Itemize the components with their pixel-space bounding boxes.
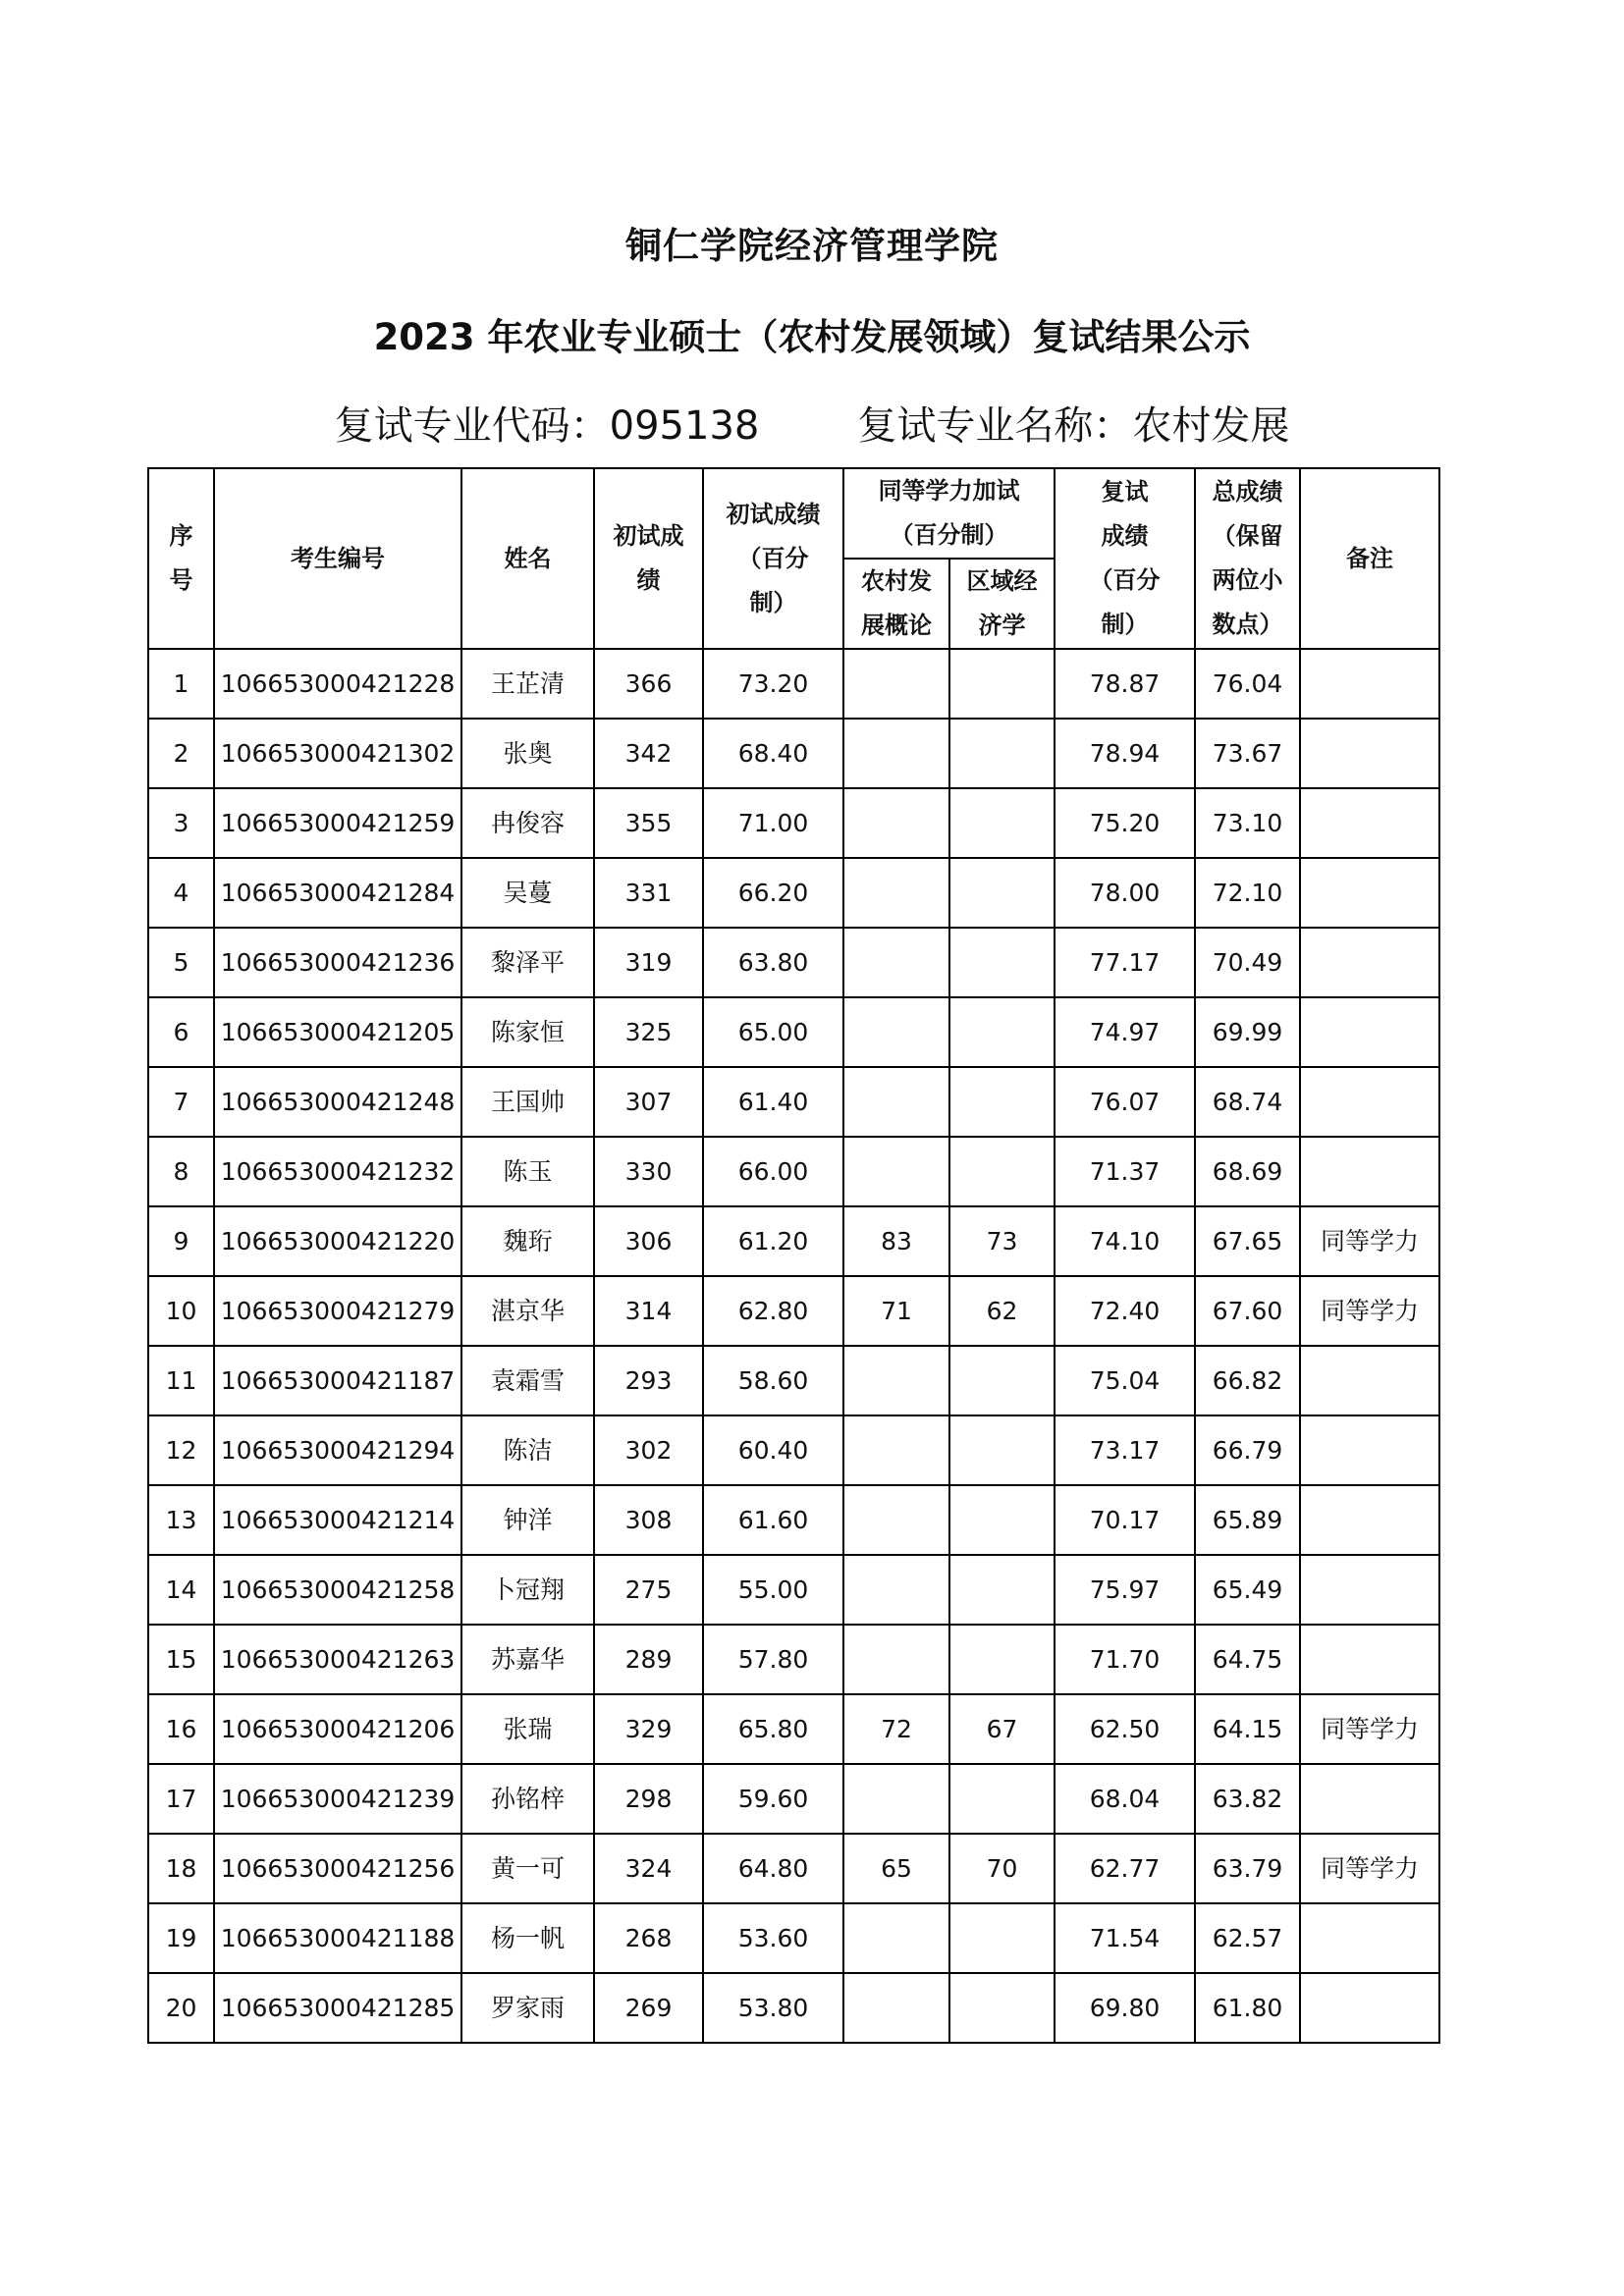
cell-exam-id: 106653000421236 (214, 928, 461, 997)
cell-prelim: 325 (594, 997, 703, 1067)
cell-retest: 74.97 (1055, 997, 1195, 1067)
cell-equiv-sub2 (949, 1067, 1055, 1137)
cell-prelim-pct: 58.60 (703, 1346, 843, 1415)
cell-retest: 77.17 (1055, 928, 1195, 997)
cell-retest: 71.37 (1055, 1137, 1195, 1206)
cell-name: 陈家恒 (461, 997, 594, 1067)
major-code-label: 复试专业代码： (334, 403, 610, 449)
cell-seq: 14 (148, 1555, 214, 1625)
cell-seq: 13 (148, 1485, 214, 1555)
cell-equiv-sub2 (949, 649, 1055, 719)
cell-prelim: 302 (594, 1415, 703, 1485)
cell-prelim: 319 (594, 928, 703, 997)
cell-prelim-pct: 61.40 (703, 1067, 843, 1137)
cell-prelim-pct: 65.00 (703, 997, 843, 1067)
cell-exam-id: 106653000421206 (214, 1694, 461, 1764)
header-name: 姓名 (461, 468, 594, 649)
cell-prelim-pct: 71.00 (703, 788, 843, 858)
cell-prelim-pct: 63.80 (703, 928, 843, 997)
cell-equiv-sub1 (843, 997, 949, 1067)
major-name-label: 复试专业名称： (857, 403, 1133, 449)
cell-total: 68.69 (1195, 1137, 1300, 1206)
cell-prelim-pct: 53.60 (703, 1903, 843, 1973)
table-row (148, 1625, 1439, 1694)
cell-remark: 同等学力 (1300, 1276, 1439, 1346)
table-row (148, 649, 1439, 719)
results-table (147, 467, 1440, 2044)
cell-seq: 5 (148, 928, 214, 997)
table-row (148, 1276, 1439, 1346)
header-equiv-sub1: 农村发 展概论 (843, 559, 949, 649)
header-remark: 备注 (1300, 468, 1439, 649)
cell-seq: 2 (148, 719, 214, 788)
cell-remark (1300, 719, 1439, 788)
cell-exam-id: 106653000421256 (214, 1834, 461, 1903)
cell-equiv-sub1 (843, 1973, 949, 2043)
cell-total: 65.89 (1195, 1485, 1300, 1555)
cell-equiv-sub1 (843, 1555, 949, 1625)
cell-exam-id: 106653000421302 (214, 719, 461, 788)
cell-remark (1300, 1625, 1439, 1694)
cell-total: 66.79 (1195, 1415, 1300, 1485)
cell-retest: 68.04 (1055, 1764, 1195, 1834)
cell-equiv-sub1 (843, 788, 949, 858)
cell-remark (1300, 1903, 1439, 1973)
cell-equiv-sub2: 62 (949, 1276, 1055, 1346)
cell-prelim: 342 (594, 719, 703, 788)
cell-remark (1300, 1415, 1439, 1485)
table-row (148, 1834, 1439, 1903)
cell-total: 73.10 (1195, 788, 1300, 858)
cell-seq: 3 (148, 788, 214, 858)
cell-prelim: 308 (594, 1485, 703, 1555)
cell-remark: 同等学力 (1300, 1206, 1439, 1276)
cell-name: 罗家雨 (461, 1973, 594, 2043)
cell-exam-id: 106653000421232 (214, 1137, 461, 1206)
cell-equiv-sub2 (949, 1625, 1055, 1694)
cell-exam-id: 106653000421214 (214, 1485, 461, 1555)
cell-name: 王芷清 (461, 649, 594, 719)
cell-equiv-sub2 (949, 719, 1055, 788)
cell-prelim: 314 (594, 1276, 703, 1346)
table-body (148, 649, 1439, 2043)
cell-prelim-pct: 61.60 (703, 1485, 843, 1555)
cell-prelim-pct: 57.80 (703, 1625, 843, 1694)
cell-exam-id: 106653000421285 (214, 1973, 461, 2043)
cell-prelim-pct: 62.80 (703, 1276, 843, 1346)
cell-equiv-sub1 (843, 1764, 949, 1834)
cell-prelim-pct: 53.80 (703, 1973, 843, 2043)
table-row (148, 858, 1439, 928)
cell-equiv-sub1 (843, 1067, 949, 1137)
cell-prelim-pct: 73.20 (703, 649, 843, 719)
cell-total: 69.99 (1195, 997, 1300, 1067)
cell-equiv-sub2 (949, 858, 1055, 928)
cell-exam-id: 106653000421188 (214, 1903, 461, 1973)
table-row (148, 1346, 1439, 1415)
cell-exam-id: 106653000421239 (214, 1764, 461, 1834)
cell-remark (1300, 1137, 1439, 1206)
cell-retest: 69.80 (1055, 1973, 1195, 2043)
cell-total: 61.80 (1195, 1973, 1300, 2043)
cell-total: 76.04 (1195, 649, 1300, 719)
cell-prelim-pct: 66.00 (703, 1137, 843, 1206)
cell-retest: 78.00 (1055, 858, 1195, 928)
cell-equiv-sub1 (843, 1625, 949, 1694)
cell-equiv-sub1 (843, 928, 949, 997)
cell-equiv-sub2 (949, 1415, 1055, 1485)
cell-remark (1300, 788, 1439, 858)
cell-name: 陈洁 (461, 1415, 594, 1485)
cell-name: 陈玉 (461, 1137, 594, 1206)
header-retest: 复试 成绩 （百分 制） (1055, 468, 1195, 649)
cell-seq: 17 (148, 1764, 214, 1834)
header-equiv-sub2: 区域经 济学 (949, 559, 1055, 649)
cell-name: 杨一帆 (461, 1903, 594, 1973)
cell-equiv-sub2: 73 (949, 1206, 1055, 1276)
table-row (148, 1903, 1439, 1973)
cell-name: 吴蔓 (461, 858, 594, 928)
table-row (148, 1137, 1439, 1206)
cell-equiv-sub2: 67 (949, 1694, 1055, 1764)
cell-name: 袁霜雪 (461, 1346, 594, 1415)
cell-remark (1300, 997, 1439, 1067)
cell-name: 王国帅 (461, 1067, 594, 1137)
cell-equiv-sub2: 70 (949, 1834, 1055, 1903)
cell-retest: 75.97 (1055, 1555, 1195, 1625)
header-seq: 序 号 (148, 468, 214, 649)
cell-prelim: 330 (594, 1137, 703, 1206)
cell-exam-id: 106653000421228 (214, 649, 461, 719)
cell-retest: 72.40 (1055, 1276, 1195, 1346)
cell-remark (1300, 1485, 1439, 1555)
cell-equiv-sub1 (843, 1903, 949, 1973)
cell-equiv-sub1 (843, 1415, 949, 1485)
cell-total: 70.49 (1195, 928, 1300, 997)
cell-prelim: 329 (594, 1694, 703, 1764)
cell-exam-id: 106653000421294 (214, 1415, 461, 1485)
cell-seq: 15 (148, 1625, 214, 1694)
cell-seq: 6 (148, 997, 214, 1067)
cell-retest: 74.10 (1055, 1206, 1195, 1276)
cell-equiv-sub2 (949, 788, 1055, 858)
table-row (148, 928, 1439, 997)
cell-equiv-sub2 (949, 1973, 1055, 2043)
cell-exam-id: 106653000421284 (214, 858, 461, 928)
cell-equiv-sub2 (949, 1555, 1055, 1625)
cell-retest: 75.20 (1055, 788, 1195, 858)
cell-retest: 71.70 (1055, 1625, 1195, 1694)
cell-exam-id: 106653000421248 (214, 1067, 461, 1137)
cell-seq: 16 (148, 1694, 214, 1764)
cell-seq: 9 (148, 1206, 214, 1276)
table-row (148, 1067, 1439, 1137)
header-total: 总成绩 （保留 两位小 数点） (1195, 468, 1300, 649)
cell-seq: 1 (148, 649, 214, 719)
major-code: 095138 (609, 403, 760, 449)
cell-total: 64.15 (1195, 1694, 1300, 1764)
cell-seq: 11 (148, 1346, 214, 1415)
cell-exam-id: 106653000421205 (214, 997, 461, 1067)
cell-prelim: 298 (594, 1764, 703, 1834)
cell-prelim-pct: 60.40 (703, 1415, 843, 1485)
cell-prelim: 307 (594, 1067, 703, 1137)
cell-prelim: 268 (594, 1903, 703, 1973)
table-row (148, 997, 1439, 1067)
cell-name: 张瑞 (461, 1694, 594, 1764)
cell-name: 钟洋 (461, 1485, 594, 1555)
cell-seq: 4 (148, 858, 214, 928)
cell-name: 孙铭梓 (461, 1764, 594, 1834)
table-row (148, 1206, 1439, 1276)
cell-total: 68.74 (1195, 1067, 1300, 1137)
cell-exam-id: 106653000421279 (214, 1276, 461, 1346)
cell-equiv-sub2 (949, 1346, 1055, 1415)
cell-retest: 73.17 (1055, 1415, 1195, 1485)
cell-equiv-sub1 (843, 1346, 949, 1415)
cell-prelim-pct: 59.60 (703, 1764, 843, 1834)
header-exam-id: 考生编号 (214, 468, 461, 649)
cell-equiv-sub1 (843, 1485, 949, 1555)
cell-retest: 70.17 (1055, 1485, 1195, 1555)
cell-remark: 同等学力 (1300, 1694, 1439, 1764)
cell-prelim: 366 (594, 649, 703, 719)
cell-retest: 76.07 (1055, 1067, 1195, 1137)
cell-prelim: 289 (594, 1625, 703, 1694)
cell-remark (1300, 858, 1439, 928)
cell-prelim-pct: 68.40 (703, 719, 843, 788)
cell-total: 73.67 (1195, 719, 1300, 788)
cell-remark (1300, 928, 1439, 997)
table-row (148, 719, 1439, 788)
cell-total: 65.49 (1195, 1555, 1300, 1625)
major-info (0, 395, 1624, 451)
cell-equiv-sub2 (949, 1764, 1055, 1834)
cell-prelim: 331 (594, 858, 703, 928)
table-row (148, 1694, 1439, 1764)
cell-total: 62.57 (1195, 1903, 1300, 1973)
cell-prelim: 293 (594, 1346, 703, 1415)
cell-remark (1300, 1555, 1439, 1625)
cell-prelim: 269 (594, 1973, 703, 2043)
cell-prelim: 355 (594, 788, 703, 858)
cell-total: 64.75 (1195, 1625, 1300, 1694)
header-prelim-pct: 初试成绩 （百分 制） (703, 468, 843, 649)
cell-prelim: 306 (594, 1206, 703, 1276)
cell-retest: 78.87 (1055, 649, 1195, 719)
cell-name: 黄一可 (461, 1834, 594, 1903)
cell-seq: 19 (148, 1903, 214, 1973)
cell-prelim-pct: 61.20 (703, 1206, 843, 1276)
cell-name: 苏嘉华 (461, 1625, 594, 1694)
cell-seq: 20 (148, 1973, 214, 2043)
cell-prelim-pct: 65.80 (703, 1694, 843, 1764)
cell-equiv-sub1 (843, 649, 949, 719)
cell-remark (1300, 1973, 1439, 2043)
cell-equiv-sub2 (949, 997, 1055, 1067)
document-subtitle: 2023 年农业专业硕士（农村发展领域）复试结果公示 (373, 316, 1251, 358)
cell-exam-id: 106653000421220 (214, 1206, 461, 1276)
cell-remark (1300, 1067, 1439, 1137)
header-prelim: 初试成 绩 (594, 468, 703, 649)
cell-total: 66.82 (1195, 1346, 1300, 1415)
cell-retest: 78.94 (1055, 719, 1195, 788)
document-title: 铜仁学院经济管理学院 (625, 225, 999, 267)
cell-name: 湛京华 (461, 1276, 594, 1346)
cell-remark (1300, 1764, 1439, 1834)
cell-name: 张奥 (461, 719, 594, 788)
cell-seq: 12 (148, 1415, 214, 1485)
cell-seq: 7 (148, 1067, 214, 1137)
cell-retest: 71.54 (1055, 1903, 1195, 1973)
cell-exam-id: 106653000421187 (214, 1346, 461, 1415)
cell-seq: 8 (148, 1137, 214, 1206)
cell-total: 63.79 (1195, 1834, 1300, 1903)
cell-exam-id: 106653000421259 (214, 788, 461, 858)
cell-prelim: 324 (594, 1834, 703, 1903)
cell-name: 冉俊容 (461, 788, 594, 858)
cell-seq: 10 (148, 1276, 214, 1346)
cell-seq: 18 (148, 1834, 214, 1903)
table-row (148, 1973, 1439, 2043)
table-row (148, 788, 1439, 858)
cell-remark (1300, 1346, 1439, 1415)
cell-prelim-pct: 64.80 (703, 1834, 843, 1903)
cell-equiv-sub1 (843, 719, 949, 788)
cell-equiv-sub1: 65 (843, 1834, 949, 1903)
cell-retest: 62.77 (1055, 1834, 1195, 1903)
cell-exam-id: 106653000421263 (214, 1625, 461, 1694)
table-row (148, 1415, 1439, 1485)
cell-prelim-pct: 55.00 (703, 1555, 843, 1625)
table-row (148, 1764, 1439, 1834)
cell-equiv-sub1: 83 (843, 1206, 949, 1276)
cell-name: 魏珩 (461, 1206, 594, 1276)
major-name: 农村发展 (1132, 403, 1290, 449)
cell-total: 67.60 (1195, 1276, 1300, 1346)
cell-equiv-sub1: 72 (843, 1694, 949, 1764)
cell-prelim-pct: 66.20 (703, 858, 843, 928)
cell-name: 黎泽平 (461, 928, 594, 997)
cell-exam-id: 106653000421258 (214, 1555, 461, 1625)
cell-remark (1300, 649, 1439, 719)
cell-remark: 同等学力 (1300, 1834, 1439, 1903)
cell-equiv-sub2 (949, 1485, 1055, 1555)
cell-equiv-sub1 (843, 858, 949, 928)
table-row (148, 1485, 1439, 1555)
cell-equiv-sub2 (949, 1137, 1055, 1206)
cell-equiv-sub2 (949, 1903, 1055, 1973)
cell-equiv-sub1 (843, 1137, 949, 1206)
cell-total: 72.10 (1195, 858, 1300, 928)
cell-retest: 62.50 (1055, 1694, 1195, 1764)
header-equiv: 同等学力加试 （百分制） (843, 468, 1055, 559)
cell-total: 63.82 (1195, 1764, 1300, 1834)
cell-total: 67.65 (1195, 1206, 1300, 1276)
table-row (148, 1555, 1439, 1625)
cell-equiv-sub1: 71 (843, 1276, 949, 1346)
cell-prelim: 275 (594, 1555, 703, 1625)
cell-equiv-sub2 (949, 928, 1055, 997)
cell-retest: 75.04 (1055, 1346, 1195, 1415)
cell-name: 卜冠翔 (461, 1555, 594, 1625)
